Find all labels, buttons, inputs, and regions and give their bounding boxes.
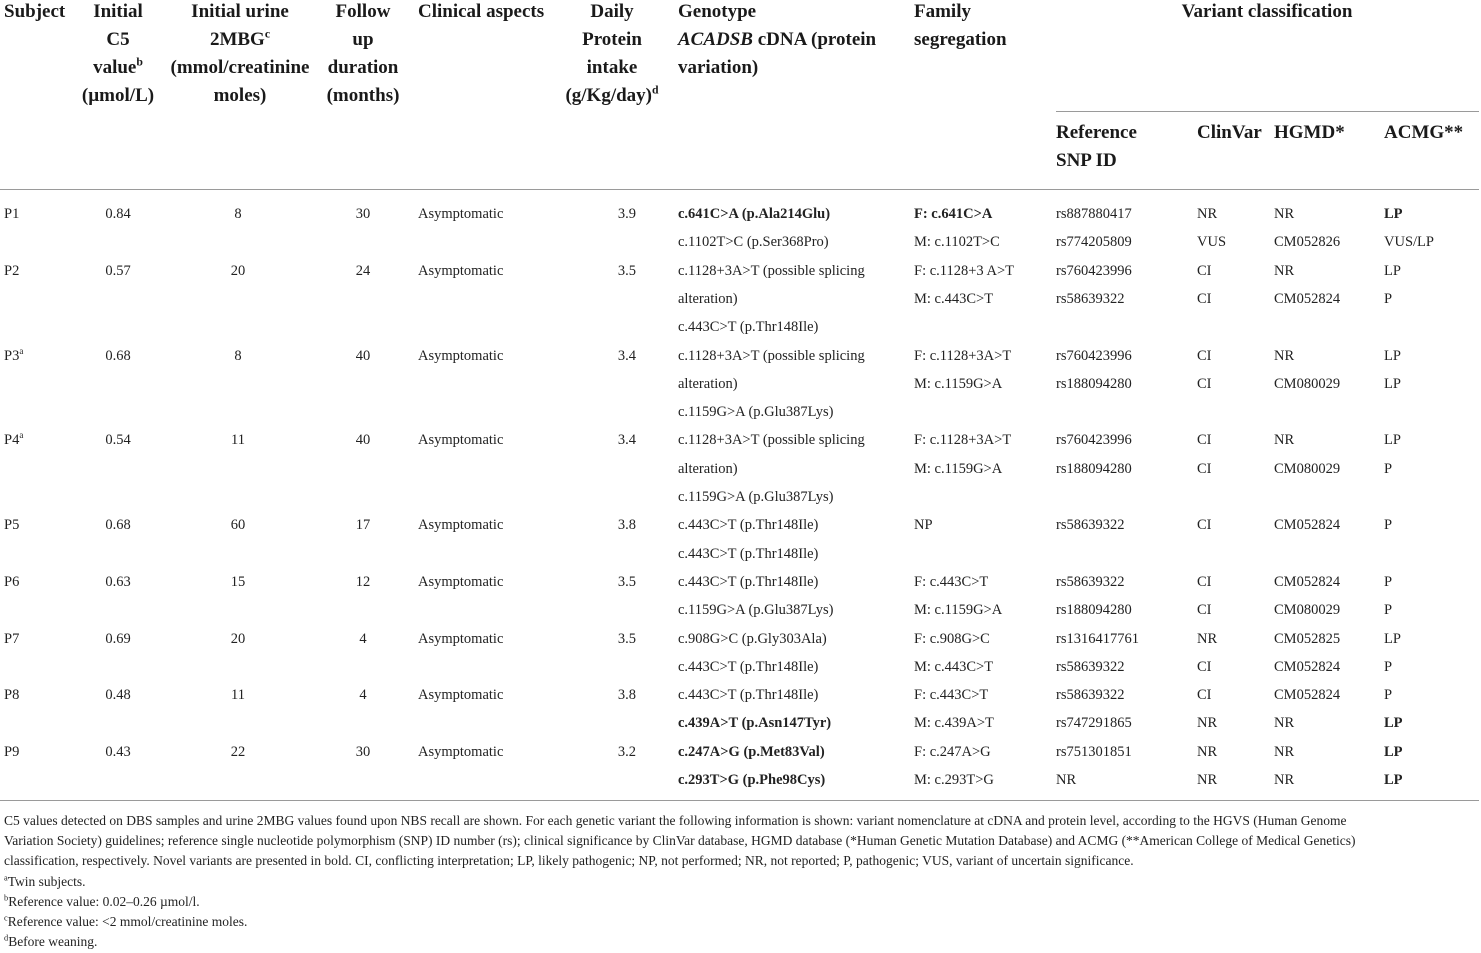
cell-clinvar: NR — [1197, 743, 1218, 760]
cell-hgmd: CM052824 — [1274, 573, 1341, 590]
cell-subject: P4$^a$ — [4, 430, 24, 449]
cell-acmg: P — [1384, 602, 1393, 619]
cell-clinical-aspects: Asymptomatic — [418, 687, 504, 704]
cell-clinvar: NR — [1197, 772, 1218, 788]
cell-subject: P7 — [4, 630, 20, 647]
header-initial-urine: Initial urine 2MBG$^c$ (mmol/creatinine moles) — [170, 1, 310, 106]
cell-initial-urine: 8 — [234, 206, 242, 222]
footnote-d: $^d$Before weaning. — [4, 933, 98, 949]
cell-family-segregation: F: c.1128+3A>T — [914, 432, 1012, 449]
footnote-b: $^b$Reference value: 0.02–0.26 µmol/l. — [4, 893, 200, 909]
cell-reference-snp: rs188094280 — [1056, 460, 1132, 477]
header-variant-classification: Variant classification — [1181, 1, 1353, 22]
cell-family-segregation: F: c.641C>A — [914, 206, 993, 222]
cell-genotype: c.1128+3A>T (possible splicing — [678, 432, 865, 449]
cell-subject: P5 — [4, 517, 20, 534]
cell-follow-up: 40 — [355, 347, 371, 364]
cell-family-segregation: F: c.1128+3A>T — [914, 347, 1012, 364]
cell-family-segregation: M: c.1159G>A — [914, 375, 1003, 392]
cell-clinvar: CI — [1197, 347, 1212, 364]
cell-acmg: LP — [1384, 743, 1403, 760]
cell-subject: P8 — [4, 687, 20, 704]
cell-genotype: c.908G>C (p.Gly303Ala) — [678, 630, 827, 647]
cell-clinvar: CI — [1197, 517, 1212, 534]
table-bottom-rule — [0, 800, 1479, 801]
cell-hgmd: NR — [1274, 262, 1295, 279]
footnote-c: $^c$Reference value: <2 mmol/creatinine moles. — [4, 913, 248, 929]
cell-initial-urine: 22 — [230, 743, 246, 760]
cell-hgmd: CM080029 — [1274, 602, 1341, 619]
cell-genotype: alteration) — [678, 290, 738, 307]
cell-hgmd: CM052824 — [1274, 687, 1341, 704]
header-subject: Subject — [4, 1, 66, 22]
cell-acmg: LP — [1384, 432, 1401, 449]
cell-genotype: c.439A>T (p.Asn147Tyr) — [678, 715, 832, 732]
cell-genotype: c.1159G>A (p.Glu387Lys) — [678, 404, 834, 421]
cell-reference-snp: rs58639322 — [1056, 687, 1125, 704]
header-bottom-rule — [0, 189, 1479, 190]
cell-acmg: P — [1384, 573, 1393, 590]
cell-genotype: c.443C>T (p.Thr148Ile) — [678, 658, 819, 675]
cell-family-segregation: F: c.443C>T — [914, 687, 989, 704]
cell-hgmd: NR — [1274, 347, 1295, 364]
cell-daily-protein: 3.4 — [617, 347, 636, 364]
cell-hgmd: NR — [1274, 772, 1295, 788]
cell-initial-urine: 11 — [231, 687, 245, 704]
cell-genotype: c.443C>T (p.Thr148Ile) — [678, 573, 819, 590]
cell-family-segregation: M: c.1159G>A — [914, 602, 1003, 619]
cell-genotype: c.443C>T (p.Thr148Ile) — [678, 517, 819, 534]
header-hgmd: HGMD* — [1274, 122, 1345, 143]
cell-follow-up: 40 — [355, 432, 371, 449]
footnote-main-line-3: classification, respectively. Novel variants are presented in bold. CI, conflicting interpretation; LP, likely pathogenic; NP, not performed; NR, not reported; P, pathogenic; VUS, variant of uncertain significance. — [4, 853, 1134, 868]
cell-acmg: LP — [1384, 630, 1401, 647]
cell-reference-snp: rs751301851 — [1056, 743, 1132, 760]
cell-hgmd: CM052824 — [1274, 517, 1341, 534]
cell-genotype: c.1102T>C (p.Ser368Pro) — [678, 234, 829, 251]
cell-initial-c5: 0.68 — [105, 347, 131, 364]
cell-genotype: c.443C>T (p.Thr148Ile) — [678, 545, 819, 562]
cell-initial-urine: 20 — [230, 262, 246, 279]
cell-hgmd: CM052824 — [1274, 658, 1341, 675]
header-daily-protein: Daily Protein intake $(g/Kg/day)^d$ — [565, 1, 659, 106]
cell-genotype: c.247A>G (p.Met83Val) — [678, 743, 825, 760]
cell-reference-snp: rs58639322 — [1056, 290, 1125, 307]
cell-clinvar: NR — [1197, 715, 1218, 732]
header-family-segregation: Family segregation — [914, 1, 1007, 50]
cell-hgmd: NR — [1274, 743, 1295, 760]
cell-clinvar: NR — [1197, 206, 1218, 222]
cell-clinvar: CI — [1197, 432, 1212, 449]
header-genotype: Genotype ACADSB cDNA (protein variation) — [678, 1, 877, 78]
cell-reference-snp: rs58639322 — [1056, 573, 1125, 590]
header-follow-up: Follow up duration (months) — [326, 1, 400, 106]
cell-initial-urine: 15 — [230, 573, 246, 590]
cell-initial-c5: 0.54 — [105, 432, 131, 449]
cell-family-segregation: F: c.908G>C — [914, 630, 990, 647]
cell-genotype: c.1159G>A (p.Glu387Lys) — [678, 489, 834, 505]
subheader-divider — [1056, 111, 1479, 112]
cell-family-segregation: M: c.1159G>A — [914, 460, 1003, 477]
cell-acmg: LP — [1384, 715, 1403, 732]
cell-subject: P1 — [4, 206, 20, 222]
cell-genotype: c.1159G>A (p.Glu387Lys) — [678, 602, 834, 619]
cell-family-segregation: M: c.439A>T — [914, 715, 994, 732]
cell-initial-urine: 8 — [234, 347, 242, 364]
cell-genotype: alteration) — [678, 375, 738, 392]
footnote-main-line-1: C5 values detected on DBS samples and urine 2MBG values found upon NBS recall are shown. For each genetic variant the following information is shown: variant nomenclature at cDNA and protein level, according to the HGVS (Human Genome — [4, 813, 1347, 828]
header-acmg: ACMG** — [1384, 122, 1464, 143]
cell-family-segregation: M: c.443C>T — [914, 658, 994, 675]
cell-initial-c5: 0.43 — [105, 743, 131, 760]
cell-reference-snp: rs1316417761 — [1056, 630, 1139, 647]
cell-clinical-aspects: Asymptomatic — [418, 517, 504, 534]
cell-daily-protein: 3.5 — [617, 262, 636, 279]
cell-acmg: P — [1384, 658, 1393, 675]
cell-clinical-aspects: Asymptomatic — [418, 573, 504, 590]
cell-genotype: c.443C>T (p.Thr148Ile) — [678, 319, 819, 336]
cell-clinical-aspects: Asymptomatic — [418, 347, 504, 364]
cell-family-segregation: M: c.293T>G — [914, 772, 994, 788]
cell-acmg: LP — [1384, 347, 1401, 364]
cell-subject: P2 — [4, 262, 20, 279]
cell-initial-c5: 0.68 — [105, 517, 131, 534]
cell-clinvar: CI — [1197, 658, 1212, 675]
cell-daily-protein: 3.2 — [617, 743, 636, 760]
cell-hgmd: NR — [1274, 206, 1295, 222]
footnote-a: $^a$Twin subjects. — [4, 873, 86, 889]
cell-clinvar: CI — [1197, 262, 1212, 279]
cell-family-segregation: NP — [914, 517, 933, 534]
cell-genotype: c.1128+3A>T (possible splicing — [678, 347, 865, 364]
cell-daily-protein: 3.9 — [617, 206, 636, 222]
cell-genotype: c.641C>A (p.Ala214Glu) — [678, 206, 831, 222]
cell-clinical-aspects: Asymptomatic — [418, 206, 504, 222]
cell-acmg: P — [1384, 290, 1393, 307]
cell-clinvar: CI — [1197, 602, 1212, 619]
cell-daily-protein: 3.5 — [617, 573, 636, 590]
cell-genotype: c.443C>T (p.Thr148Ile) — [678, 687, 819, 704]
cell-reference-snp: rs188094280 — [1056, 602, 1132, 619]
cell-family-segregation: F: c.443C>T — [914, 573, 989, 590]
cell-clinical-aspects: Asymptomatic — [418, 432, 504, 449]
cell-genotype: c.293T>G (p.Phe98Cys) — [678, 772, 826, 788]
cell-hgmd: NR — [1274, 432, 1295, 449]
cell-follow-up: 12 — [355, 573, 371, 590]
cell-family-segregation: F: c.247A>G — [914, 743, 991, 760]
cell-acmg: LP — [1384, 772, 1403, 788]
cell-follow-up: 24 — [355, 262, 371, 279]
cell-daily-protein: 3.8 — [617, 517, 636, 534]
cell-clinvar: CI — [1197, 687, 1212, 704]
cell-clinvar: CI — [1197, 460, 1212, 477]
cell-hgmd: CM052826 — [1274, 234, 1341, 251]
cell-family-segregation: M: c.443C>T — [914, 290, 994, 307]
cell-acmg: LP — [1384, 375, 1401, 392]
cell-acmg: VUS/LP — [1384, 234, 1434, 251]
cell-clinvar: NR — [1197, 630, 1218, 647]
cell-reference-snp: rs760423996 — [1056, 347, 1132, 364]
cell-hgmd: CM052824 — [1274, 290, 1341, 307]
cell-hgmd: CM080029 — [1274, 460, 1341, 477]
cell-follow-up: 4 — [359, 687, 367, 704]
cell-genotype: c.1128+3A>T (possible splicing — [678, 262, 865, 279]
cell-initial-c5: 0.84 — [105, 206, 131, 222]
cell-acmg: LP — [1384, 262, 1401, 279]
cell-follow-up: 17 — [355, 517, 371, 534]
cell-hgmd: CM080029 — [1274, 375, 1341, 392]
cell-clinvar: CI — [1197, 375, 1212, 392]
cell-reference-snp: rs747291865 — [1056, 715, 1132, 732]
cell-subject: P9 — [4, 743, 20, 760]
cell-reference-snp: rs188094280 — [1056, 375, 1132, 392]
header-initial-c5: Initial C5 value$^b$ (µmol/L) — [81, 1, 155, 106]
cell-initial-urine: 60 — [230, 517, 246, 534]
cell-subject: P3$^a$ — [4, 345, 24, 364]
cell-clinvar: CI — [1197, 573, 1212, 590]
cell-acmg: P — [1384, 687, 1393, 704]
cell-initial-c5: 0.48 — [105, 687, 131, 704]
cell-reference-snp: rs774205809 — [1056, 234, 1132, 251]
cell-clinical-aspects: Asymptomatic — [418, 262, 504, 279]
cell-subject: P6 — [4, 573, 20, 590]
cell-reference-snp: rs887880417 — [1056, 206, 1132, 222]
cell-acmg: P — [1384, 517, 1393, 534]
cell-daily-protein: 3.5 — [617, 630, 636, 647]
cell-initial-urine: 11 — [231, 432, 245, 449]
cell-initial-c5: 0.69 — [105, 630, 131, 647]
cell-follow-up: 30 — [355, 743, 371, 760]
cell-reference-snp: rs58639322 — [1056, 658, 1125, 675]
cell-acmg: P — [1384, 460, 1393, 477]
cell-follow-up: 30 — [355, 206, 371, 222]
cell-initial-c5: 0.57 — [105, 262, 131, 279]
header-clinical-aspects: Clinical aspects — [418, 1, 545, 22]
cell-hgmd: CM052825 — [1274, 630, 1341, 647]
header-reference-snp: Reference SNP ID — [1056, 122, 1137, 171]
cell-reference-snp: rs760423996 — [1056, 432, 1132, 449]
cell-genotype: alteration) — [678, 460, 738, 477]
cell-follow-up: 4 — [359, 630, 367, 647]
cell-clinvar: CI — [1197, 290, 1212, 307]
cell-initial-urine: 20 — [230, 630, 246, 647]
cell-daily-protein: 3.4 — [617, 432, 636, 449]
cell-daily-protein: 3.8 — [617, 687, 636, 704]
cell-reference-snp: NR — [1056, 772, 1077, 788]
cell-family-segregation: F: c.1128+3 A>T — [914, 262, 1014, 279]
cell-clinvar: VUS — [1197, 234, 1227, 251]
footnote-main-line-2: Variation Society) guidelines; reference single nucleotide polymorphism (SNP) ID number (rs); clinical significance by ClinVar database, HGMD database (*Human Genetic Mutation Database) and ACMG (**American College of Medical Genetics) — [4, 833, 1356, 848]
cell-initial-c5: 0.63 — [105, 573, 131, 590]
cell-acmg: LP — [1384, 206, 1403, 222]
cell-clinical-aspects: Asymptomatic — [418, 743, 504, 760]
header-clinvar: ClinVar — [1197, 122, 1262, 143]
cell-hgmd: NR — [1274, 715, 1295, 732]
cell-clinical-aspects: Asymptomatic — [418, 630, 504, 647]
cell-reference-snp: rs58639322 — [1056, 517, 1125, 534]
cell-family-segregation: M: c.1102T>C — [914, 234, 1000, 251]
cell-reference-snp: rs760423996 — [1056, 262, 1132, 279]
